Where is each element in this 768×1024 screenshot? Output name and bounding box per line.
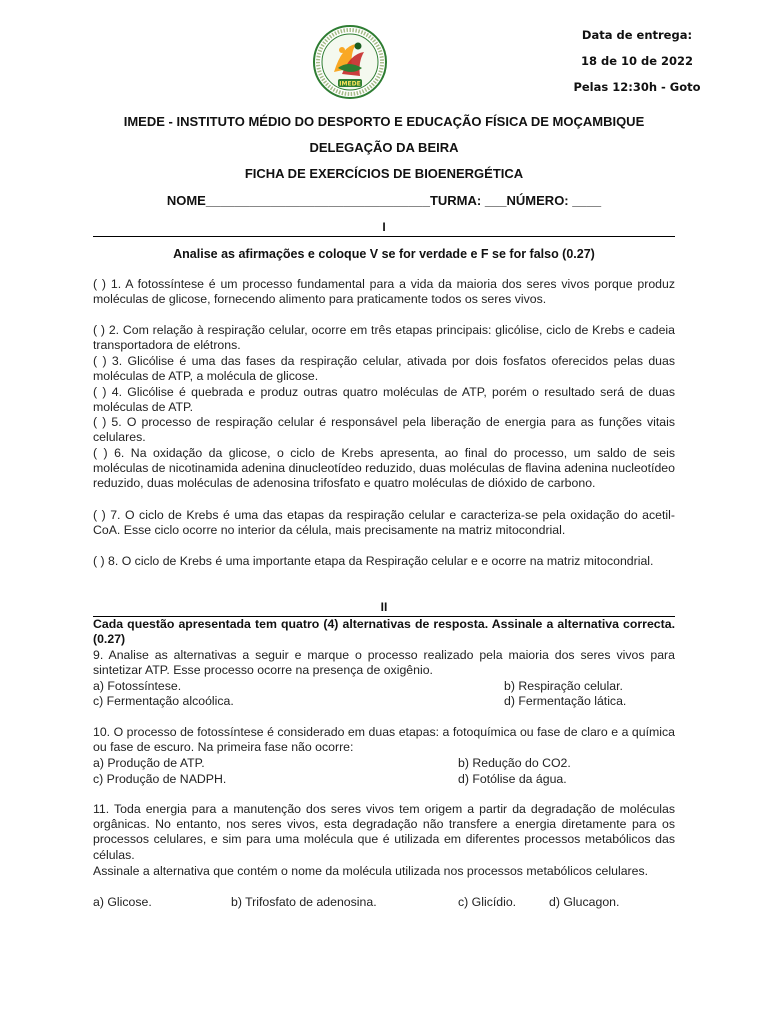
statement-4: ( ) 4. Glicólise é quebrada e produz outras quatro moléculas de ATP, porém o resultado será de duas moléculas de ATP. — [93, 385, 675, 415]
delivery-date: 18 de 10 de 2022 — [580, 54, 694, 68]
delivery-label: Data de entrega: — [581, 28, 693, 42]
question-9-option-d: d) Fermentação lática. — [504, 694, 627, 708]
statement-5: ( ) 5. O processo de respiração celular é responsável pela liberação de energia para as funções vitais celulares. — [93, 415, 675, 445]
question-11-option-a: a) Glicose. — [93, 895, 152, 909]
question-10-stem: 10. O processo de fotossíntese é considerado em duas etapas: a fotoquímica ou fase de claro e a química ou fase de escuro. Na primeira fase não ocorre: — [93, 725, 675, 755]
question-10-option-b: b) Redução do CO2. — [458, 756, 571, 770]
section-2-number: II — [380, 600, 388, 614]
statement-2: ( ) 2. Com relação à respiração celular, ocorre em três etapas principais: glicólise, ciclo de Krebs e cadeia transportadora de elétrons. — [93, 323, 675, 353]
question-9-option-b: b) Respiração celular. — [504, 679, 623, 693]
question-11-option-c: c) Glicídio. — [458, 895, 517, 909]
student-info-line: NOME_______________________________TURMA: ___NÚMERO: ____ — [166, 193, 602, 208]
question-11-instruction: Assinale a alternativa que contém o nome da molécula utilizada nos processos metabólicos celulares. — [93, 864, 649, 878]
institution-emblem-icon — [312, 24, 388, 100]
institute-name: IMEDE - INSTITUTO MÉDIO DO DESPORTO E EDUCAÇÃO FÍSICA DE MOÇAMBIQUE — [123, 114, 645, 129]
question-11-option-d: d) Glucagon. — [549, 895, 620, 909]
svg-text:IMEDE: IMEDE — [339, 80, 361, 88]
question-11-option-b: b) Trifosfato de adenosina. — [231, 895, 377, 909]
question-9-option-a: a) Fotossíntese. — [93, 679, 182, 693]
delegation-name: DELEGAÇÃO DA BEIRA — [309, 140, 459, 155]
delivery-info — [572, 22, 702, 100]
sheet-title: FICHA DE EXERCÍCIOS DE BIOENERGÉTICA — [244, 166, 524, 181]
delivery-time: Pelas 12:30h - Goto — [573, 80, 701, 94]
statement-6: ( ) 6. Na oxidação da glicose, o ciclo de Krebs apresenta, ao final do processo, um saldo de seis moléculas de nicotinamida adenina dinucleotídeo reduzido, duas moléculas de flavina adenina nucleotídeo reduzido, duas moléculas de adenosina trifosfato e quatro moléculas de dióxido de carbono. — [93, 446, 675, 491]
section-1-number: I — [382, 220, 386, 234]
question-9-option-c: c) Fermentação alcoólica. — [93, 694, 234, 708]
section-1-title: Analise as afirmações e coloque V se for verdade e F se for falso (0.27) — [173, 247, 595, 261]
section-2-title: Cada questão apresentada tem quatro (4) alternativas de resposta. Assinale a alternativa correcta. (0.27) — [93, 617, 675, 647]
statement-3: ( ) 3. Glicólise é uma das fases da respiração celular, ativada por dois fosfatos oferecidos pelas duas moléculas de ATP, a molécula de glicose. — [93, 354, 675, 384]
statement-8: ( ) 8. O ciclo de Krebs é uma importante etapa da Respiração celular e e ocorre na matriz mitocondrial. — [93, 554, 654, 568]
question-10-option-d: d) Fotólise da água. — [458, 772, 567, 786]
question-10-option-c: c) Produção de NADPH. — [93, 772, 227, 786]
question-10-option-a: a) Produção de ATP. — [93, 756, 205, 770]
question-11-stem: 11. Toda energia para a manutenção dos seres vivos tem origem a partir da degradação de moléculas orgânicas. No entanto, nos seres vivos, esta degradação não transfere a energia diretamente para os processos celulares, e sim para uma molécula que é utilizada em diferentes processos metabólicos das células. — [93, 802, 675, 862]
statement-7: ( ) 7. O ciclo de Krebs é uma das etapas da respiração celular e caracteriza-se pela oxidação do acetil-CoA. Esse ciclo ocorre no interior da célula, mais precisamente na matriz mitocondrial. — [93, 508, 675, 538]
section-1-divider — [93, 236, 675, 237]
statement-1: ( ) 1. A fotossíntese é um processo fundamental para a vida da maioria dos seres vivos porque produz moléculas de glicose, fornecendo alimento para praticamente todos os seres vivos. — [93, 277, 675, 307]
question-9-stem: 9. Analise as alternativas a seguir e marque o processo realizado pela maioria dos seres vivos para sintetizar ATP. Esse processo ocorre na presença de oxigênio. — [93, 648, 675, 678]
